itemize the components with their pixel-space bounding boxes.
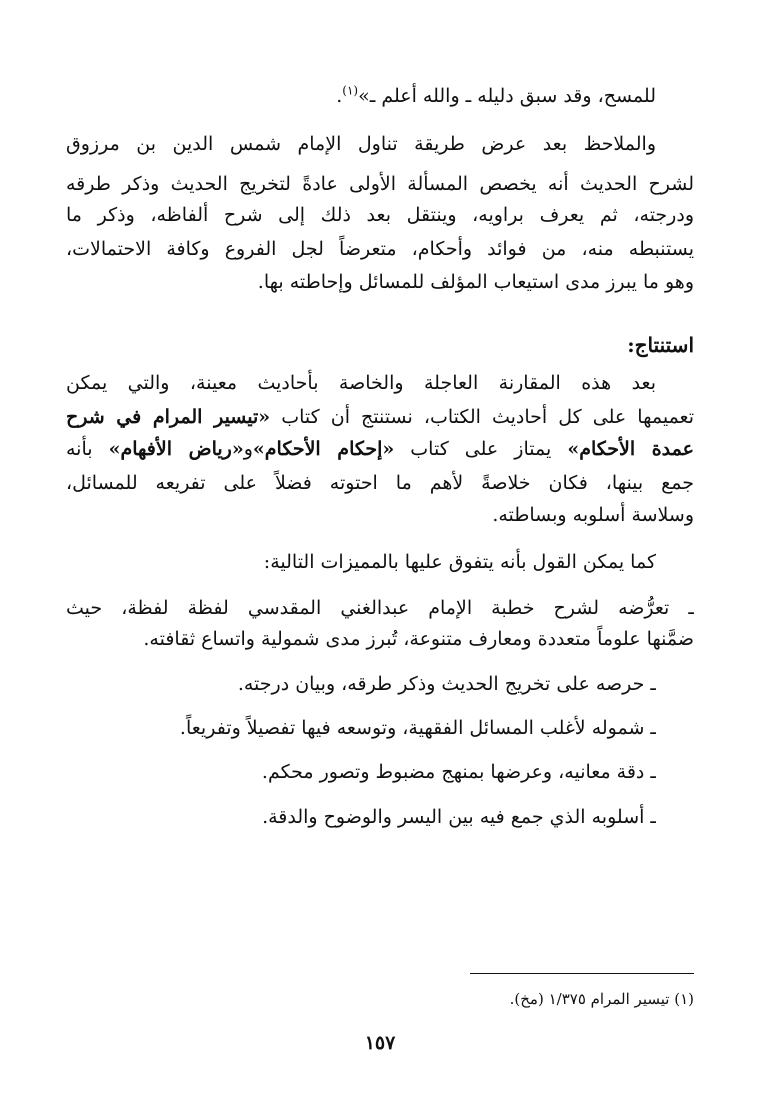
paragraph-2-line-3: ودرجته، ثم يعرف براويه، وينتقل بعد ذلك إلى شرح ألفاظه، وذكر ما bbox=[66, 204, 694, 226]
paragraph-3-line-1: بعد هذه المقارنة العاجلة والخاصة بأحاديث معينة، والتي يمكن bbox=[66, 372, 656, 394]
paragraph-3-line-3 bbox=[66, 435, 694, 463]
paragraph-3-line-2 bbox=[66, 403, 694, 431]
footnote-marker: (١) bbox=[674, 990, 694, 1008]
bullet-item-5: ـ أسلوبه الذي جمع فيه بين اليسر والوضوح والدقة. bbox=[262, 806, 656, 828]
footnote-reference[interactable]: (١) bbox=[342, 83, 359, 98]
paragraph-4-line-1: كما يمكن القول بأنه يتفوق عليها بالمميزات التالية: bbox=[263, 551, 656, 573]
footnote-text: تيسير المرام ١/٣٧٥ (مخ). bbox=[509, 990, 670, 1008]
paragraph-3-line-3-end: بأنه bbox=[66, 438, 93, 460]
paragraph-2-line-5: وهو ما يبرز مدى استيعاب المؤلف للمسائل وإحاطته بها. bbox=[257, 271, 694, 293]
paragraph-3-conjunction: و bbox=[243, 438, 253, 460]
paragraph-2-line-1: والملاحظ بعد عرض طريقة تناول الإمام شمس الدين بن مرزوق bbox=[66, 133, 656, 155]
page-number: ١٥٧ bbox=[364, 1032, 396, 1054]
paragraph-2-line-4: يستنبطه منه، من فوائد وأحكام، متعرضاً لجل الفروع وكافة الاحتمالات، bbox=[66, 238, 694, 260]
paragraph-3-line-3-mid: يمتاز على كتاب bbox=[410, 438, 552, 460]
paragraph-1-line-1 bbox=[66, 82, 656, 110]
book-title-umdat: عمدة الأحكام» bbox=[567, 438, 694, 460]
section-heading: استنتاج: bbox=[627, 333, 694, 357]
footnote bbox=[510, 988, 694, 1010]
paragraph-2-line-2: لشرح الحديث أنه يخصص المسألة الأولى عادةً لتخريج الحديث وذكر طرقه bbox=[66, 173, 694, 195]
paragraph-3-line-2-text: تعميمها على كل أحاديث الكتاب، نستنتج أن كتاب bbox=[281, 406, 694, 428]
book-title-taysir: «تيسير المرام في شرح bbox=[66, 406, 271, 428]
bullet-item-2: ـ حرصه على تخريج الحديث وذكر طرقه، وبيان درجته. bbox=[237, 673, 656, 695]
paragraph-3-line-5: وسلاسة أسلوبه وبساطته. bbox=[492, 504, 694, 526]
bullet-item-3: ـ شموله لأغلب المسائل الفقهية، وتوسعه فيها تفصيلاً وتفريعاً. bbox=[179, 717, 656, 739]
paragraph-3-line-4: جمع بينها، فكان خلاصةً لأهم ما احتوته فضلاً على تفريعه للمسائل، bbox=[66, 472, 694, 494]
book-title-ihkam: «إحكام الأحكام» bbox=[252, 438, 395, 460]
paragraph-1-end: . bbox=[336, 85, 343, 107]
bullet-item-4: ـ دقة معانيه، وعرضها بمنهج مضبوط وتصور محكم. bbox=[261, 761, 656, 783]
paragraph-1-text: للمسح، وقد سبق دليله ـ والله أعلم ـ» bbox=[358, 85, 656, 107]
footnote-divider bbox=[470, 973, 694, 974]
book-title-riyad: «رياض الأفهام» bbox=[108, 438, 244, 460]
bullet-item-1-line-1: ـ تعرُّضه لشرح خطبة الإمام عبدالغني المقدسي لفظة لفظة، حيث bbox=[66, 597, 694, 619]
bullet-item-1-line-2: ضمَّنها علوماً متعددة ومعارف متنوعة، تُبرز مدى شمولية واتساع ثقافته. bbox=[143, 628, 694, 650]
